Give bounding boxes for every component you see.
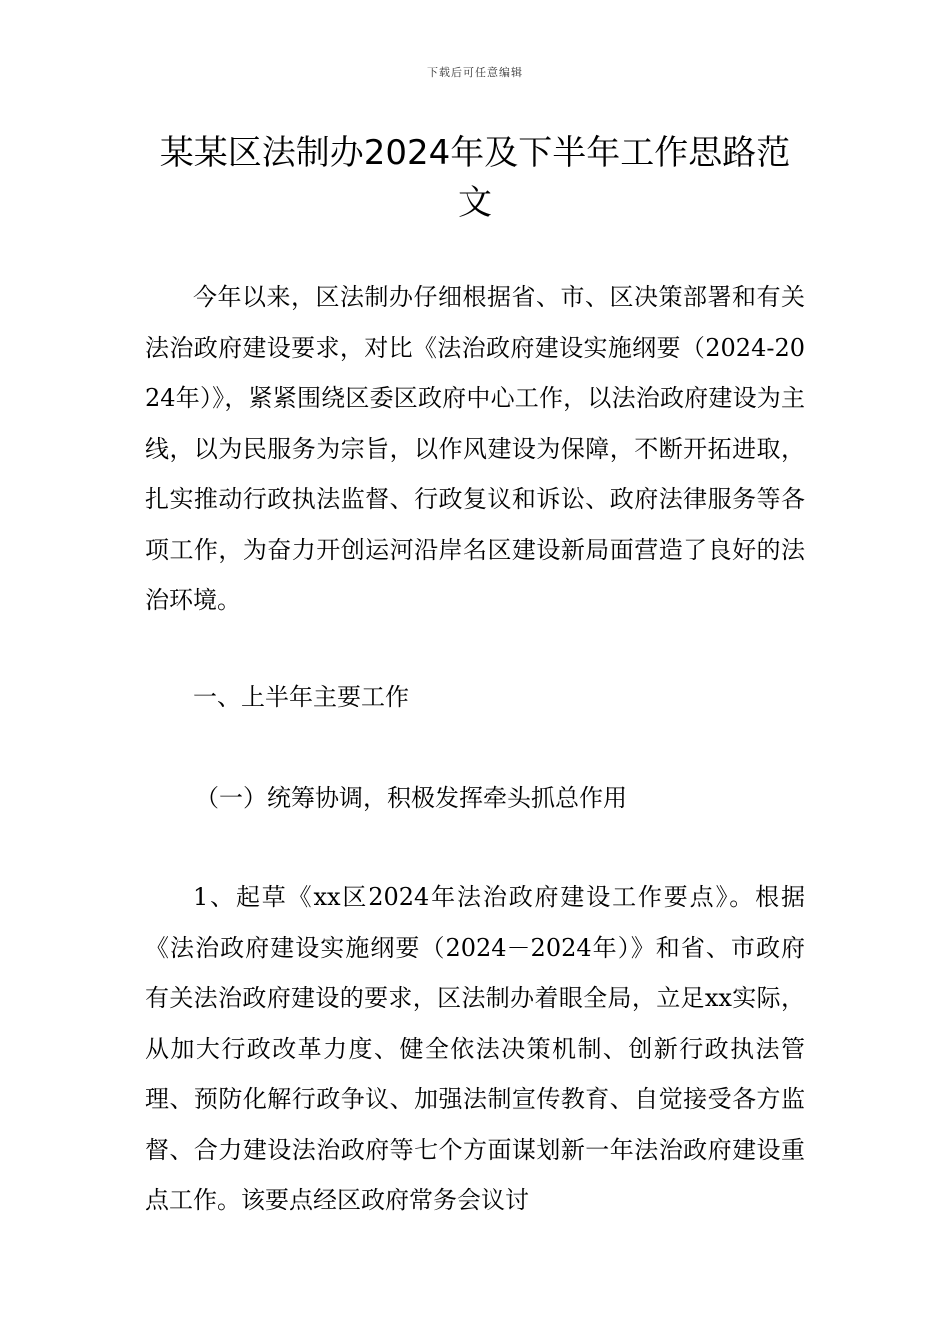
item-paragraph: 1、起草《xx区2024年法治政府建设工作要点》。根据《法治政府建设实施纲要（2024－2024年）》和省、市政府有关法治政府建设的要求，区法制办着眼全局，立足xx实际，从加大行政改革力度、健全依法决策机制、创新行政执法管理、预防化解行政争议、加强法制宣传教育、自觉接受各方监督、合力建设法治政府等七个方面谋划新一年法治政府建设重点工作。该要点经区政府常务会议讨 bbox=[145, 883, 805, 1214]
intro-paragraph: 今年以来，区法制办仔细根据省、市、区决策部署和有关法治政府建设要求，对比《法治政府建设实施纲要（2024-2024年）》，紧紧围绕区委区政府中心工作，以法治政府建设为主线，以为民服务为宗旨，以作风建设为保障，不断开拓进取，扎实推动行政执法监督、行政复议和诉讼、政府法律服务等各项工作，为奋力开创运河沿岸名区建设新局面营造了良好的法治环境。 bbox=[145, 283, 805, 614]
page-title: 某某区法制办2024年及下半年工作思路范文 bbox=[159, 133, 791, 223]
section-heading: 一、上半年主要工作 bbox=[193, 683, 409, 711]
subsection-heading: （一）统筹协调，积极发挥牵头抓总作用 bbox=[195, 784, 627, 812]
header-note: 下载后可任意编辑 bbox=[427, 66, 523, 79]
